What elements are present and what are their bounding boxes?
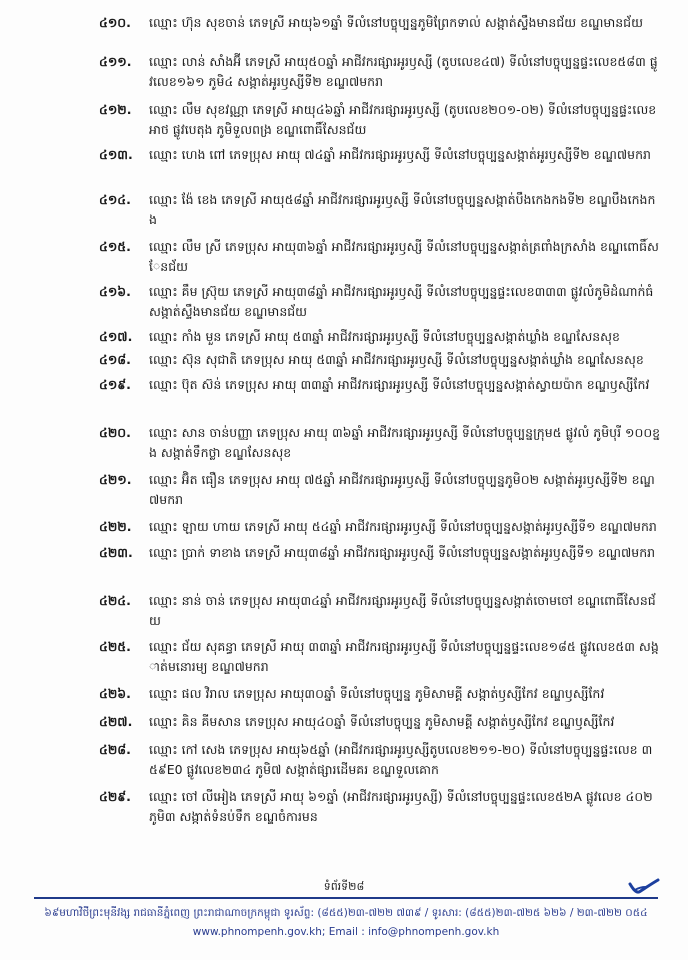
item-number: ៤១៧. xyxy=(99,329,133,344)
item-text: ឈ្មោះ ហ៊ុន សុខចាន់ ភេទស្រី អាយុ៦១ឆ្នាំ ទីលំនៅបច្ចុប្បន្នភូមិព្រែកទាល់ សង្កាត់ស្ទឹងមានជ័យ ខណ្ឌមានជ័យ xyxy=(149,15,644,30)
page-number: ទំព័រទី២៨ xyxy=(323,880,365,893)
item-text: ឈ្មោះ គិន គីមសាន ភេទប្រុស អាយុ៤០ឆ្នាំ ទីលំនៅបច្ចុប្បន្ន ភូមិសាមគ្គី សង្កាត់ឫស្សីកែវ ខណ្ឌឫស្សីកែវ xyxy=(149,714,615,729)
item-text: ឈ្មោះ ង៉ែ ខេង ភេទស្រី អាយុ៥៨ឆ្នាំ អាជីវករផ្សារអូរឫស្សី ទីលំនៅបច្ចុប្បន្នសង្កាត់បឹងកេងកងទី២ ខណ្ឌបឹងកេងកង xyxy=(149,192,656,227)
item-number: ៤១៤. xyxy=(99,192,131,207)
footer-contact-web: www.phnompenh.gov.kh; Email : info@phnompenh.gov.kh xyxy=(192,926,500,938)
item-number: ៤១២. xyxy=(99,102,132,117)
item-text: ឈ្មោះ ចៅ លីអៀង ភេទស្រី អាយុ ៦១ឆ្នាំ (អាជីវករផ្សារអូរឫស្សី) ទីលំនៅបច្ចុប្បន្នផ្ទះលេខ៥២A ផ្លូវលេខ ៤០២ ភូមិ៣ សង្កាត់ទំនប់ទឹក ខណ្ឌចំការមន xyxy=(149,789,653,824)
item-text: ឈ្មោះ កៅ សេង ភេទប្រុស អាយុ៦៥ឆ្នាំ (អាជីវករផ្សារអូរឫស្សីតូបលេខ២១១-២០) ទីលំនៅបច្ចុប្បន្នផ្ទះលេខ ៣៥៩E0 ផ្លូវលេខ២៣៤ ភូមិ៧ សង្កាត់ផ្សារដើមគរ ខណ្ឌទួលគោក xyxy=(149,742,653,777)
item-number: ៤១៥. xyxy=(99,239,131,254)
item-number: ៤២៣. xyxy=(99,545,133,560)
item-text: ឈ្មោះ ស៊ុន សុជាតិ ភេទប្រុស អាយុ ៥៣ឆ្នាំ អាជីវករផ្សារអូរឫស្សី ទីលំនៅបច្ចុប្បន្នសង្កាត់ឃ្លាំង ខណ្ឌសែនសុខ xyxy=(149,352,644,367)
item-number: ៤១១. xyxy=(99,54,132,69)
item-number: ៤២១. xyxy=(99,472,132,487)
item-number: ៤២២. xyxy=(99,519,132,534)
item-text: ឈ្មោះ ប្រាក់ ទាខាង ភេទស្រី អាយុ៣៨ឆ្នាំ អាជីវករផ្សារអូរឫស្សី ទីលំនៅបច្ចុប្បន្នសង្កាត់អូរឫស្សីទី១ ខណ្ឌ៧មករា xyxy=(149,545,656,560)
item-number: ៤២៨. xyxy=(99,742,131,757)
item-text: ឈ្មោះ ផល វិរាល ភេទប្រុស អាយុ៣០ឆ្នាំ ទីលំនៅបច្ចុប្បន្ន ភូមិសាមគ្គី សង្កាត់ឫស្សីកែវ ខណ្ឌឫស្សីកែវ xyxy=(149,686,605,701)
page-footer xyxy=(0,876,688,960)
item-number: ៤១០. xyxy=(99,15,131,30)
item-text: ឈ្មោះ ប៊ុត ស៊ន់ ភេទប្រុស អាយុ ៣៣ឆ្នាំ អាជីវករផ្សារអូរឫស្សី ទីលំនៅបច្ចុប្បន្នសង្កាត់ស្វាយប៉ាក ខណ្ឌឫស្សីកែវ xyxy=(149,377,650,392)
item-text: ឈ្មោះ គឹម ស្រ៊ុយ ភេទស្រី អាយុ៣៨ឆ្នាំ អាជីវករផ្សារអូរឫស្សី ទីលំនៅបច្ចុប្បន្នផ្ទះលេខ៣៣៣ ផ្លូវលំភូមិដំណាក់ធំ សង្កាត់ស្ទឹងមានជ័យ ខណ្ឌមានជ័យ xyxy=(149,284,654,319)
item-text: ឈ្មោះ កាំង មួន ភេទស្រី អាយុ ៥៣ឆ្នាំ អាជីវករផ្សារអូរឫស្សី ទីលំនៅបច្ចុប្បន្នសង្កាត់ឃ្លាំង ខណ្ឌសែនសុខ xyxy=(149,329,620,344)
item-number: ៤១៣. xyxy=(99,147,133,162)
item-text: ឈ្មោះ ជ័យ សុគន្ធា ភេទស្រី អាយុ ៣៣ឆ្នាំ អាជីវករផ្សារអូរឫស្សី ទីលំនៅបច្ចុប្បន្នផ្ទះលេខ១៨៥ ផ្លូវលេខ៥៣ សង្កាត់មនោរម្យ ខណ្ឌ៧មករា xyxy=(149,639,659,674)
item-text: ឈ្មោះ អ៊ិត ធឿន ភេទប្រុស អាយុ ៧៥ឆ្នាំ អាជីវករផ្សារអូរឫស្សី ទីលំនៅបច្ចុប្បន្នភូមិ០២ សង្កាត់អូរឫស្សីទី២ ខណ្ឌ៧មករា xyxy=(149,472,655,507)
item-text: ឈ្មោះ សាន ចាន់បញ្ញា ភេទប្រុស អាយុ ៣៦ឆ្នាំ អាជីវករផ្សារអូរឫស្សី ទីលំនៅបច្ចុប្បន្នក្រុម៥ ផ្លូវលំ ភូមិបុរី ១០០ខ្នង សង្កាត់ទឹកថ្លា ខណ្ឌសែនសុខ xyxy=(149,425,661,460)
item-text: ឈ្មោះ លឹម ស្រី ភេទប្រុស អាយុ៣៦ឆ្នាំ អាជីវករផ្សារអូរឫស្សី ទីលំនៅបច្ចុប្បន្នសង្កាត់ត្រពាំងក្រសាំង ខណ្ឌពោធិ៍សែនជ័យ xyxy=(149,239,659,274)
item-number: ៤១៨. xyxy=(99,352,131,367)
item-text: ឈ្មោះ ហេង ពៅ ភេទប្រុស អាយុ ៧៤ឆ្នាំ អាជីវករផ្សារអូរឫស្សី ទីលំនៅបច្ចុប្បន្នសង្កាត់អូរឫស្សីទី២ ខណ្ឌ៧មករា xyxy=(149,147,651,162)
item-number: ៤២៧. xyxy=(99,714,133,729)
item-number: ៤២៩. xyxy=(99,789,131,804)
footer-address: ៦៩មហាវិថីព្រះមុនីវង្ស រាជធានីភ្នំពេញ ព្រះរាជាណាចក្រកម្ពុជា ទូរស័ព្ទ: (៨៥៥)២៣-៧២២ ៧៣៩ / ទូរសារ: (៨៥៥)២៣-៧២៥ ៦២៦ / ២៣-៧២២ ០៥៤ xyxy=(44,907,648,919)
item-text: ឈ្មោះ នាន់ ចាន់ ភេទប្រុស អាយុ៣៤ឆ្នាំ អាជីវករផ្សារអូរឫស្សី ទីលំនៅបច្ចុប្បន្នសង្កាត់ចោមចៅ ខណ្ឌពោធិ៍សែនជ័យ xyxy=(149,593,656,628)
initial-checkmark-icon xyxy=(627,876,661,896)
item-number: ៤១៦. xyxy=(99,284,131,299)
item-text: ឈ្មោះ ឡាយ ហាយ ភេទស្រី អាយុ ៥៤ឆ្នាំ អាជីវករផ្សារអូរឫស្សី ទីលំនៅបច្ចុប្បន្នសង្កាត់អូរឫស្សីទី១ ខណ្ឌ៧មករា xyxy=(149,519,657,534)
item-text: ឈ្មោះ លាន់ សាំងអ៊ី ភេទស្រី អាយុ៥០ឆ្នាំ អាជីវករផ្សារអូរឫស្សី (តូបលេខ៤៧) ទីលំនៅបច្ចុប្បន្នផ្ទះលេខ៥៨៣ ផ្លូវលេខ១៦១ ភូមិ៤ សង្កាត់អូរឫស្សីទី២ ខណ្ឌ៧មករា xyxy=(149,54,658,89)
item-number: ៤២៦. xyxy=(99,686,131,701)
item-text: ឈ្មោះ លឹម សុខវណ្ណា ភេទស្រី អាយុ៤៦ឆ្នាំ អាជីវករផ្សារអូរឫស្សី (តូបលេខ២០១-០២) ទីលំនៅបច្ចុប្បន្នផ្ទះលេខ អាថ ផ្លូវបេតុង ភូមិទួលពង្រ ខណ្ឌពោធិ៍សែនជ័យ xyxy=(149,102,657,137)
item-number: ៤២៤. xyxy=(99,593,131,608)
item-number: ៤២០. xyxy=(99,425,131,440)
item-number: ៤២៥. xyxy=(99,639,131,654)
item-number: ៤១៩. xyxy=(99,377,131,392)
footer-divider xyxy=(34,897,658,899)
